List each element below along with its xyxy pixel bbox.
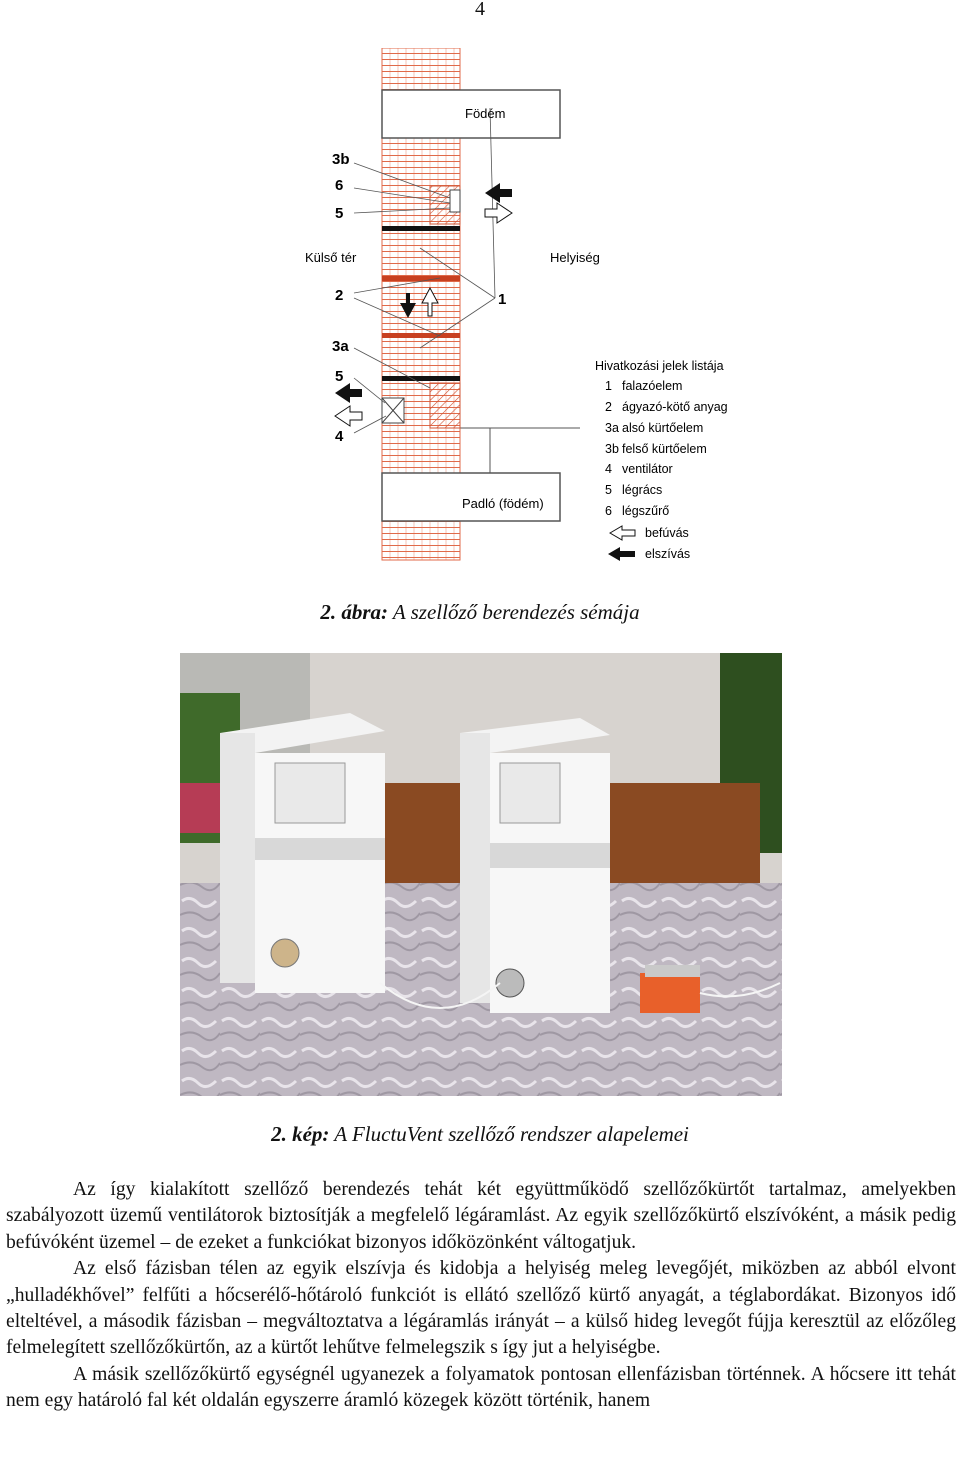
befuvas-arrow-icon	[610, 526, 635, 540]
legend-text-2: ágyazó-kötő anyag	[622, 400, 728, 414]
legend-num-2: 2	[605, 400, 612, 414]
photo-caption: 2. kép: A FluctuVent szellőző rendszer alapelemei	[271, 1122, 689, 1146]
legend-text-6: légszűrő	[622, 504, 670, 518]
legend-title: Hivatkozási jelek listája	[595, 359, 724, 373]
label-5-upper: 5	[335, 205, 344, 222]
label-fodem: Födém	[465, 106, 506, 121]
legend-text-3a: alsó kürtőelem	[622, 421, 704, 435]
label-3a: 3a	[332, 338, 349, 355]
ventilation-schematic	[290, 48, 760, 568]
legend-text-1: falazóelem	[622, 379, 683, 393]
legend-num-3a: 3a	[605, 421, 619, 435]
label-kulso-ter: Külső tér	[305, 250, 357, 265]
label-3b: 3b	[332, 151, 350, 168]
page-number: 4	[475, 0, 485, 20]
paragraph-2: Az első fázisban télen az egyik elszívja és kidobja a helyiség meleg levegőjét, miközben az abból elvont „hulladékhővel” felfűti a hőcserélő-hőtároló funkciót is ellátó szellőző kürtő anyagát, a téglabordákat. Bizonyos idő elteltével, a második fázisban – megváltoztatva a légáramlás irányát – a külső hideg levegőt fújja keresztül az előzőleg felmelegített szellőzőkürtőn, az a kürtőt lehűtve felmelegszik s így jut a helyiségbe.	[6, 1258, 956, 1359]
label-helyiseg: Helyiség	[550, 250, 600, 265]
legend-text-4: ventilátor	[622, 462, 673, 476]
label-1: 1	[498, 291, 507, 308]
fluctuvent-photo	[180, 653, 782, 1096]
legend-elszivas: elszívás	[645, 547, 691, 561]
body-text	[6, 1177, 956, 1415]
label-padlo: Padló (födém)	[462, 496, 544, 511]
legend-num-1: 1	[605, 379, 612, 393]
label-6: 6	[335, 177, 344, 194]
paragraph-3: A másik szellőzőkürtő egységnél ugyanezek a folyamatok pontosan ellenfázisban történnek. A hőcsere itt tehát nem egy határoló fal két oldalán egyszerre áramló közegek között történik, hanem	[6, 1363, 956, 1412]
legend-text-5: légrács	[622, 483, 663, 497]
label-4: 4	[335, 428, 344, 445]
legend-text-3b: felső kürtőelem	[622, 442, 707, 456]
label-5-lower: 5	[335, 368, 344, 385]
legend-num-3b: 3b	[605, 442, 619, 456]
elszivas-arrow-icon	[608, 547, 635, 561]
paragraph-1: Az így kialakított szellőző berendezés tehát két együttműködő szellőzőkürtőt tartalmaz, amelyekben szabályozott üzemű ventilátorok biztosítják a megfelelő légáramlást. Az egyik szellőzőkürtő elszívóként, a másik pedig befúvóként üzemel – de ezeket a funkciókat bizonyos időközönként váltogatjuk.	[6, 1179, 956, 1253]
label-2: 2	[335, 287, 344, 304]
legend-num-6: 6	[605, 504, 612, 518]
legend-num-4: 4	[605, 462, 612, 476]
figure-caption: 2. ábra: A szellőző berendezés sémája	[320, 600, 640, 624]
legend-befuvas: befúvás	[645, 526, 689, 540]
legend-num-5: 5	[605, 483, 612, 497]
